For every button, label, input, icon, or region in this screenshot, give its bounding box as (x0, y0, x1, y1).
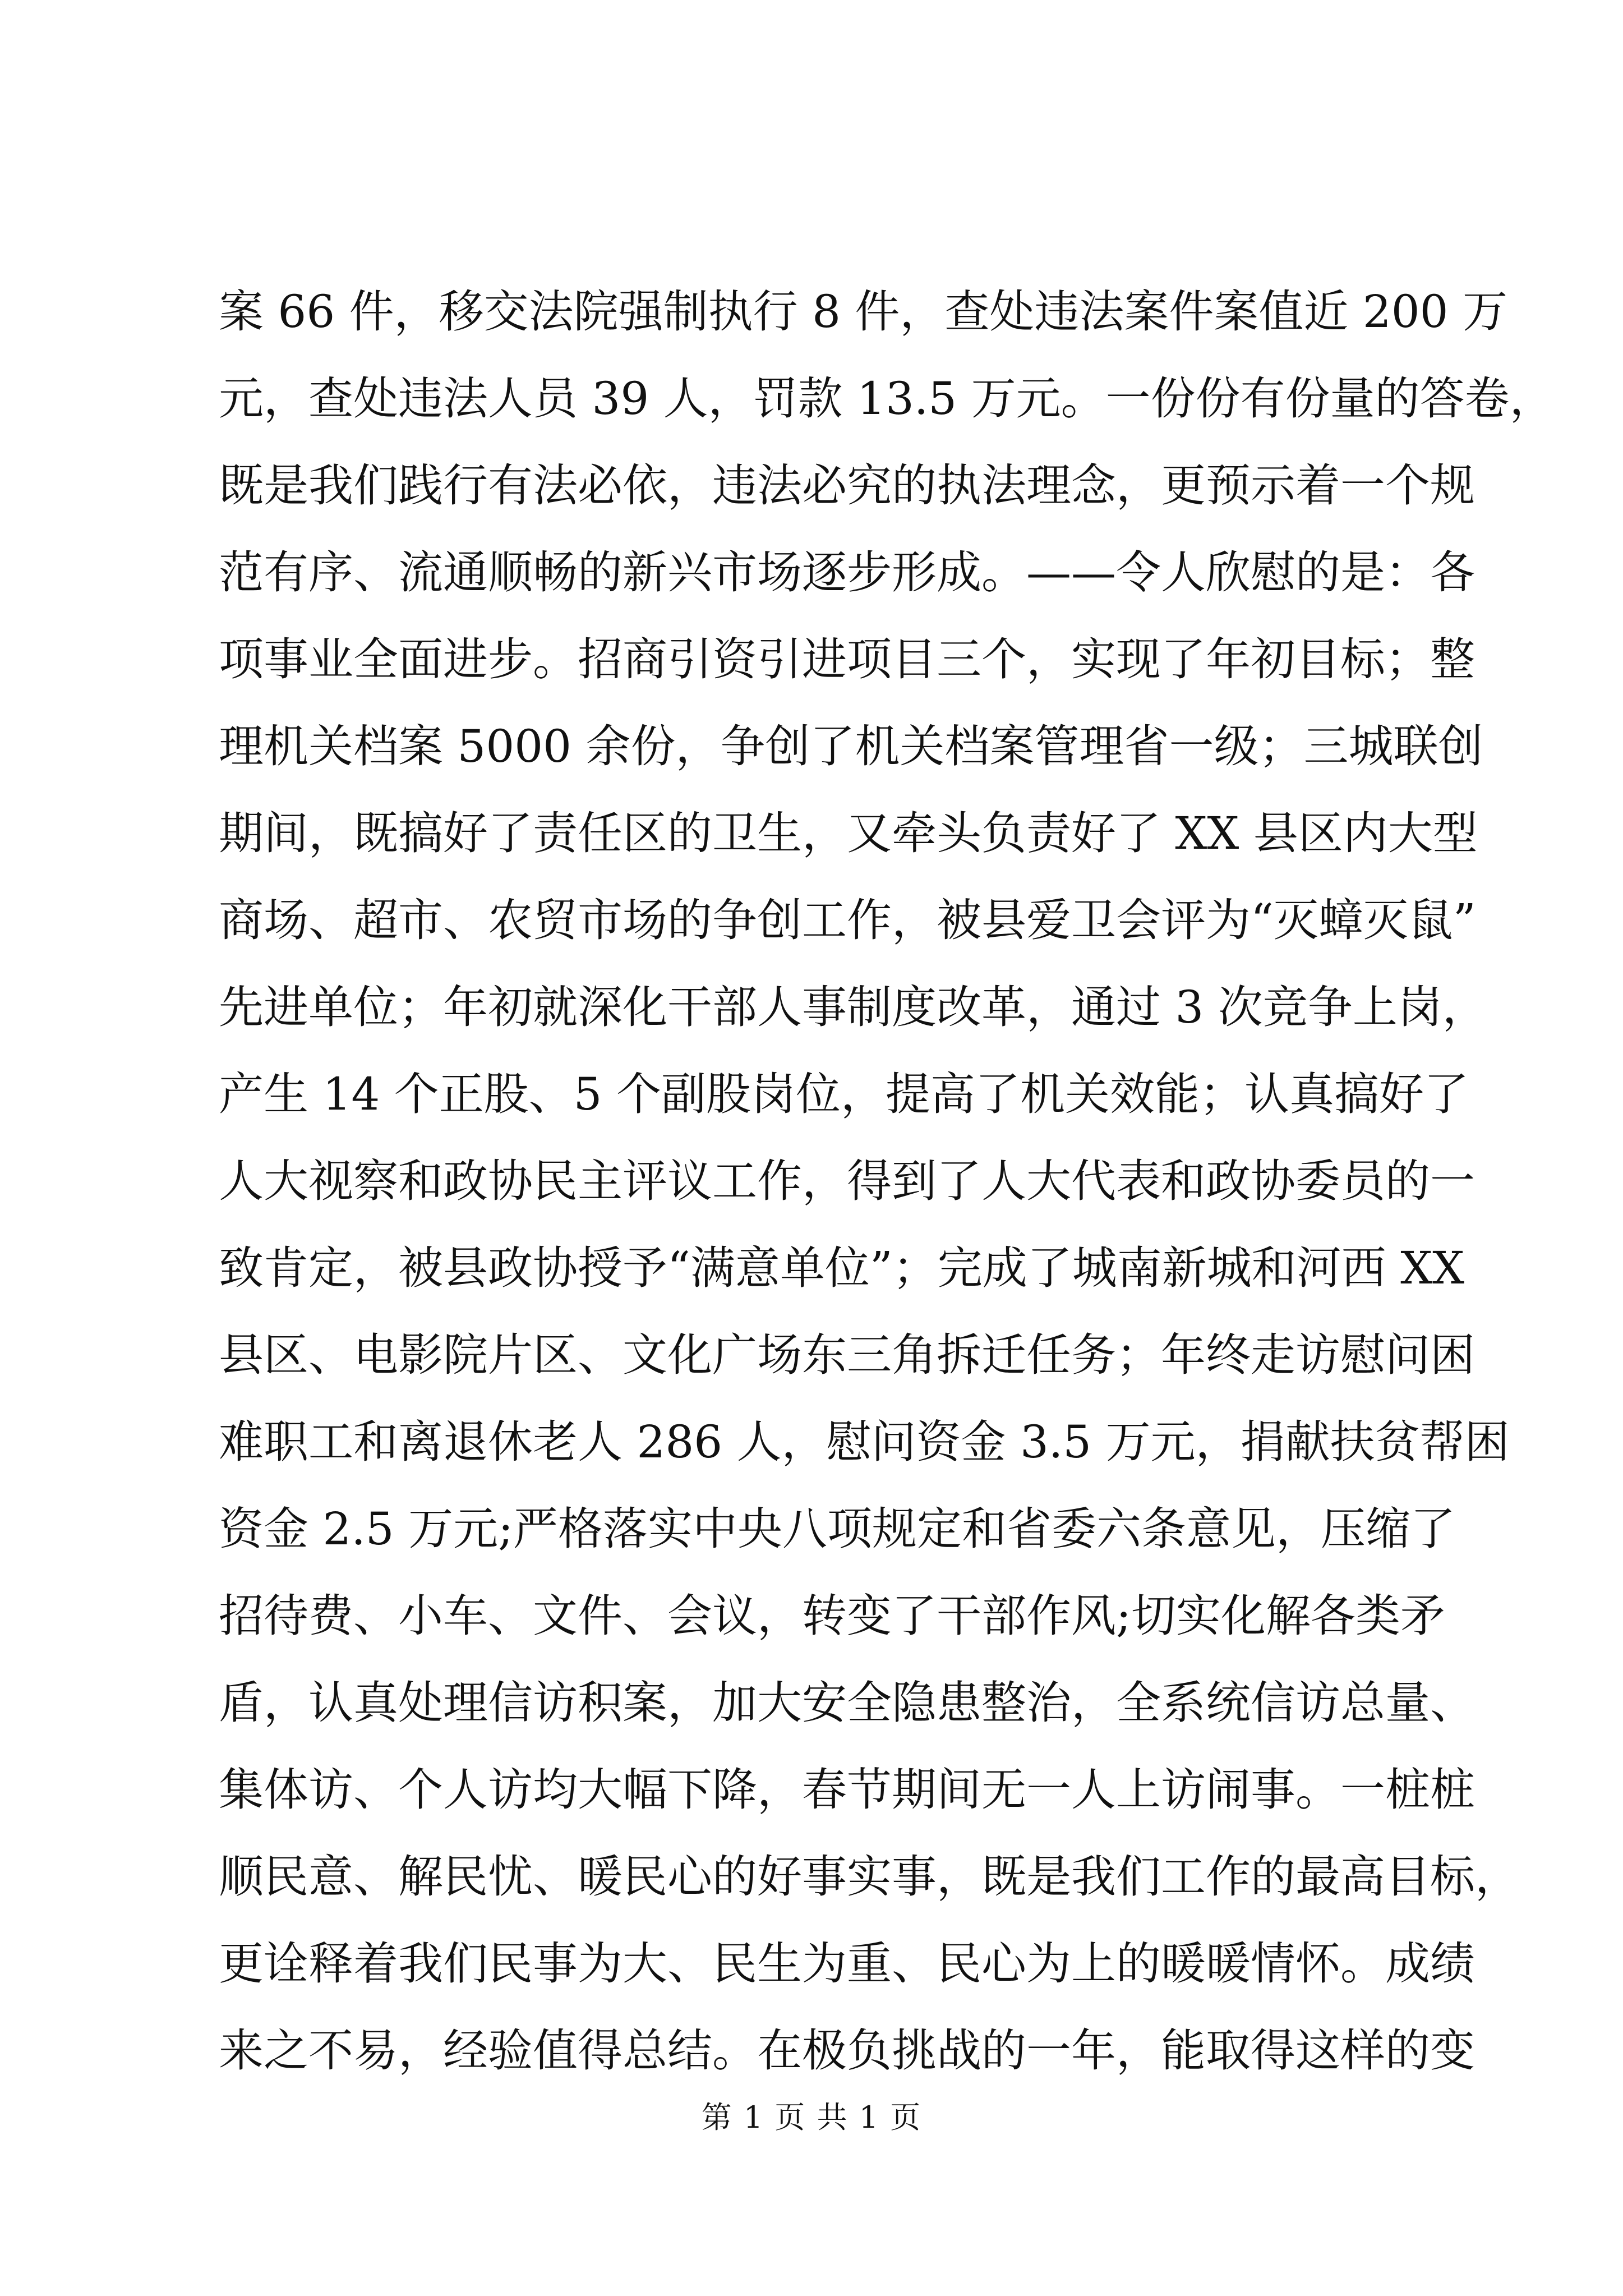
text-line: 期间，既搞好了责任区的卫生，又牵头负责好了 XX 县区内大型 (219, 807, 1478, 859)
page-number-label: 第 1 页 共 1 页 (701, 2100, 922, 2135)
text-line: 商场、超市、农贸市场的争创工作，被县爱卫会评为“灭蟑灭鼠” (219, 894, 1476, 946)
text-line: 理机关档案 5000 余份，争创了机关档案管理省一级；三城联创 (219, 720, 1483, 772)
text-line: 项事业全面进步。招商引资引进项目三个，实现了年初目标；整 (219, 633, 1475, 685)
text-line: 既是我们践行有法必依，违法必究的执法理念，更预示着一个规 (219, 459, 1475, 512)
text-line: 更诠释着我们民事为大、民生为重、民心为上的暖暖情怀。成绩 (219, 1938, 1475, 1990)
text-line: 案 66 件，移交法院强制执行 8 件，查处违法案件案值近 200 万 (219, 286, 1507, 338)
text-line: 集体访、个人访均大幅下降，春节期间无一人上访闹事。一桩桩 (219, 1764, 1475, 1816)
text-line: 顺民意、解民忧、暖民心的好事实事，既是我们工作的最高目标， (219, 1851, 1520, 1903)
text-line: 来之不易，经验值得总结。在极负挑战的一年，能取得这样的变 (219, 2024, 1475, 2077)
text-line: 先进单位；年初就深化干部人事制度改革，通过 3 次竞争上岗， (219, 981, 1487, 1033)
body-text (219, 268, 1555, 2094)
page-footer (0, 2095, 1623, 2140)
text-line: 县区、电影院片区、文化广场东三角拆迁任务；年终走访慰问困 (219, 1329, 1475, 1381)
text-line: 招待费、小车、文件、会议，转变了干部作风;切实化解各类矛 (219, 1590, 1445, 1642)
text-line: 元，查处违法人员 39 人，罚款 13.5 万元。一份份有份量的答卷， (219, 372, 1555, 425)
text-line: 致肯定，被县政协授予“满意单位”；完成了城南新城和河西 XX (219, 1242, 1465, 1294)
text-line: 产生 14 个正股、5 个副股岗位，提高了机关效能；认真搞好了 (219, 1068, 1469, 1120)
text-line: 资金 2.5 万元;严格落实中央八项规定和省委六条意见，压缩了 (219, 1503, 1456, 1555)
text-line: 难职工和离退休老人 286 人，慰问资金 3.5 万元，捐献扶贫帮困 (219, 1416, 1510, 1468)
text-line: 人大视察和政协民主评议工作，得到了人大代表和政协委员的一 (219, 1155, 1475, 1207)
text-line: 范有序、流通顺畅的新兴市场逐步形成。——令人欣慰的是：各 (219, 546, 1475, 599)
text-line: 盾，认真处理信访积案，加大安全隐患整治，全系统信访总量、 (219, 1677, 1475, 1729)
